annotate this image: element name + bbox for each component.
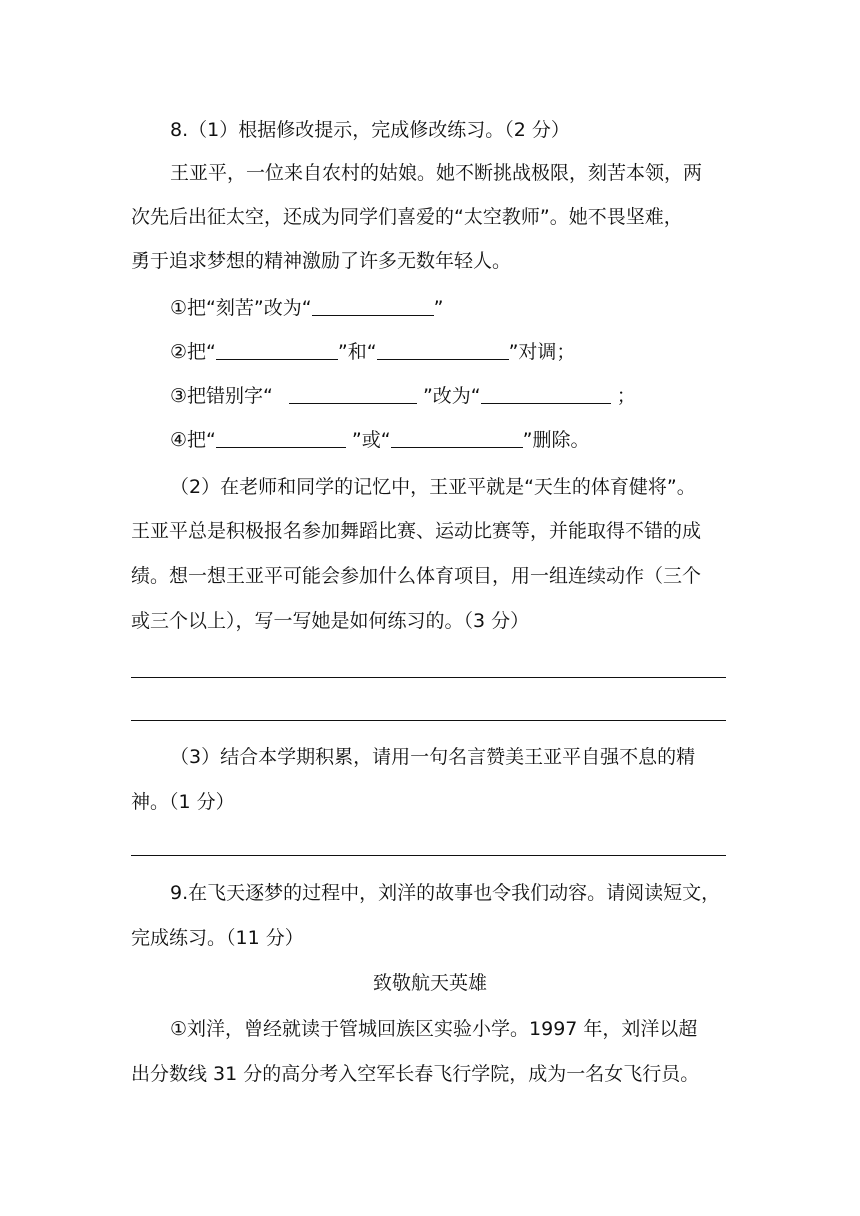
edit4-post: ”删除。 (522, 429, 590, 451)
article-para-line-2: 出分数线 31 分的高分考入空军长春飞行学院，成为一名女飞行员。 (131, 1063, 700, 1085)
passage-line-3: 勇于追求梦想的精神激励了许多无数年轻人。 (131, 250, 512, 272)
edit-item-2 (170, 339, 575, 365)
edit-item-3 (170, 383, 636, 409)
article-para-line-1: ①刘洋，曾经就读于管城回族区实验小学。1997 年，刘洋以超 (170, 1018, 698, 1040)
article-title: 致敬航天英雄 (372, 972, 487, 994)
q8-part1-prompt: 8.（1）根据修改提示，完成修改练习。（2 分） (170, 119, 570, 141)
edit2-post: ”对调； (508, 341, 576, 363)
edit3-post: ； (610, 385, 636, 407)
edit1-pre: ①把“刻苦”改为“ (170, 297, 312, 319)
part2-line-4: 或三个以上），写一写她是如何练习的。（3 分） (131, 610, 530, 632)
passage-line-1: 王亚平，一位来自农村的姑娘。她不断挑战极限，刻苦本领，两 (170, 162, 703, 184)
part2-line-2: 王亚平总是积极报名参加舞蹈比赛、运动比赛等，并能取得不错的成 (131, 520, 702, 542)
edit4-mid: ”或“ (345, 429, 391, 451)
edit2-pre: ②把“ (170, 341, 216, 363)
edit2-mid: ”和“ (337, 341, 377, 363)
answer-line[interactable] (131, 720, 726, 721)
answer-blank[interactable] (377, 339, 509, 360)
answer-blank[interactable] (216, 339, 338, 360)
edit-item-1 (170, 295, 443, 321)
edit3-pre: ③把错别字“ (170, 385, 279, 407)
answer-blank[interactable] (312, 295, 434, 316)
edit-item-4 (170, 427, 589, 453)
part2-line-1: （2）在老师和同学的记忆中，王亚平就是“天生的体育健将”。 (170, 476, 696, 498)
part2-line-3: 绩。想一想王亚平可能会参加什么体育项目，用一组连续动作（三个 (131, 565, 702, 587)
answer-blank[interactable] (391, 427, 523, 448)
answer-blank[interactable] (481, 383, 611, 404)
q9-prompt-line-2: 完成练习。（11 分） (131, 927, 304, 949)
edit3-mid: ”改为“ (416, 385, 481, 407)
part3-line-1: （3）结合本学期积累，请用一句名言赞美王亚平自强不息的精 (170, 746, 696, 768)
passage-line-2: 次先后出征太空，还成为同学们喜爱的“太空教师”。她不畏坚难， (131, 206, 683, 228)
answer-blank[interactable] (216, 427, 346, 448)
answer-line[interactable] (131, 677, 726, 678)
answer-line[interactable] (131, 855, 726, 856)
edit4-pre: ④把“ (170, 429, 216, 451)
answer-blank[interactable] (289, 383, 417, 404)
q9-prompt-line-1: 9.在飞天逐梦的过程中，刘洋的故事也令我们动容。请阅读短文， (170, 882, 721, 904)
edit1-post: ” (433, 297, 444, 319)
part3-line-2: 神。（1 分） (131, 791, 235, 813)
